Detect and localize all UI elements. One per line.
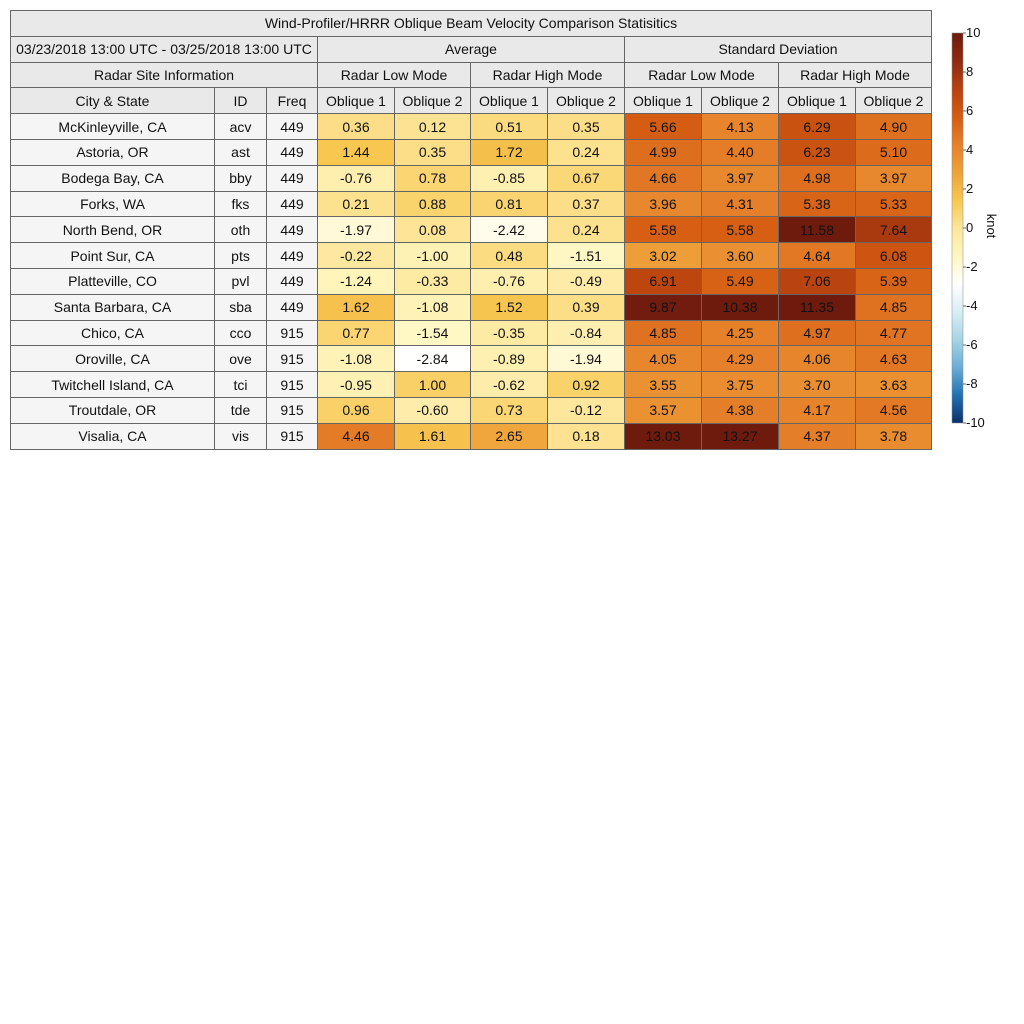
value-cell: 11.35 <box>779 294 856 320</box>
id-cell: ast <box>215 139 267 165</box>
value-cell: -1.94 <box>548 346 625 372</box>
value-cell: 9.87 <box>625 294 702 320</box>
value-cell: -0.12 <box>548 397 625 423</box>
value-cell: -1.97 <box>318 217 395 243</box>
value-cell: 0.18 <box>548 423 625 449</box>
value-cell: 13.03 <box>625 423 702 449</box>
mode-header-row <box>11 62 932 88</box>
table-row <box>11 268 932 294</box>
table-row <box>11 165 932 191</box>
value-cell: 4.40 <box>702 139 779 165</box>
id-cell: vis <box>215 423 267 449</box>
value-cell: -0.76 <box>318 165 395 191</box>
id-cell: acv <box>215 114 267 140</box>
table-row <box>11 191 932 217</box>
value-cell: 5.66 <box>625 114 702 140</box>
site-info-header: Radar Site Information <box>11 62 318 88</box>
value-cell: 0.36 <box>318 114 395 140</box>
id-cell: pts <box>215 243 267 269</box>
city-cell: North Bend, OR <box>11 217 215 243</box>
colorbar-tick-label: -10 <box>966 415 985 430</box>
column-header: City & State <box>11 88 215 114</box>
value-cell: 5.58 <box>625 217 702 243</box>
column-header: ID <box>215 88 267 114</box>
value-cell: 4.66 <box>625 165 702 191</box>
value-cell: -0.95 <box>318 372 395 398</box>
statistics-table <box>10 10 932 450</box>
city-cell: Twitchell Island, CA <box>11 372 215 398</box>
value-cell: -0.60 <box>395 397 471 423</box>
column-header: Oblique 1 <box>471 88 548 114</box>
value-cell: 4.29 <box>702 346 779 372</box>
title-row <box>11 11 932 37</box>
value-cell: 3.63 <box>856 372 932 398</box>
value-cell: 5.39 <box>856 268 932 294</box>
value-cell: 1.61 <box>395 423 471 449</box>
value-cell: 3.96 <box>625 191 702 217</box>
value-cell: -0.62 <box>471 372 548 398</box>
colorbar-tick-label: 4 <box>966 142 974 157</box>
mode-header: Radar High Mode <box>779 62 932 88</box>
city-cell: Point Sur, CA <box>11 243 215 269</box>
column-header: Oblique 1 <box>318 88 395 114</box>
column-header: Freq <box>267 88 318 114</box>
city-cell: Oroville, CA <box>11 346 215 372</box>
city-cell: Chico, CA <box>11 320 215 346</box>
value-cell: 5.49 <box>702 268 779 294</box>
value-cell: 4.63 <box>856 346 932 372</box>
date-range: 03/23/2018 13:00 UTC - 03/25/2018 13:00 UTC <box>11 36 318 62</box>
value-cell: 0.77 <box>318 320 395 346</box>
value-cell: -0.49 <box>548 268 625 294</box>
id-cell: tci <box>215 372 267 398</box>
value-cell: 0.24 <box>548 139 625 165</box>
value-cell: 3.55 <box>625 372 702 398</box>
value-cell: 0.92 <box>548 372 625 398</box>
id-cell: fks <box>215 191 267 217</box>
value-cell: 0.81 <box>471 191 548 217</box>
value-cell: 3.57 <box>625 397 702 423</box>
value-cell: 4.46 <box>318 423 395 449</box>
value-cell: 4.06 <box>779 346 856 372</box>
value-cell: 3.97 <box>856 165 932 191</box>
id-cell: oth <box>215 217 267 243</box>
table-row <box>11 346 932 372</box>
value-cell: 4.97 <box>779 320 856 346</box>
value-cell: 4.31 <box>702 191 779 217</box>
colorbar-tick-label: -4 <box>966 298 978 313</box>
colorbar-tick-label: 10 <box>966 25 981 40</box>
id-cell: pvl <box>215 268 267 294</box>
value-cell: 3.97 <box>702 165 779 191</box>
value-cell: 0.78 <box>395 165 471 191</box>
value-cell: -0.89 <box>471 346 548 372</box>
colorbar-tick-label: -8 <box>966 376 978 391</box>
value-cell: -0.35 <box>471 320 548 346</box>
value-cell: -0.22 <box>318 243 395 269</box>
mode-header: Radar Low Mode <box>625 62 779 88</box>
id-cell: bby <box>215 165 267 191</box>
colorbar-tick-label: 2 <box>966 181 974 196</box>
value-cell: 4.85 <box>856 294 932 320</box>
std-dev-header: Standard Deviation <box>625 36 932 62</box>
city-cell: Astoria, OR <box>11 139 215 165</box>
value-cell: 0.21 <box>318 191 395 217</box>
value-cell: 13.27 <box>702 423 779 449</box>
value-cell: -0.85 <box>471 165 548 191</box>
value-cell: -1.54 <box>395 320 471 346</box>
id-cell: cco <box>215 320 267 346</box>
value-cell: 1.52 <box>471 294 548 320</box>
city-cell: Visalia, CA <box>11 423 215 449</box>
value-cell: 4.17 <box>779 397 856 423</box>
value-cell: 0.39 <box>548 294 625 320</box>
city-cell: Troutdale, OR <box>11 397 215 423</box>
value-cell: 5.58 <box>702 217 779 243</box>
value-cell: 4.98 <box>779 165 856 191</box>
city-cell: Platteville, CO <box>11 268 215 294</box>
table-row <box>11 114 932 140</box>
freq-cell: 449 <box>267 139 318 165</box>
value-cell: -2.84 <box>395 346 471 372</box>
value-cell: 4.05 <box>625 346 702 372</box>
value-cell: 4.90 <box>856 114 932 140</box>
value-cell: 5.10 <box>856 139 932 165</box>
value-cell: 0.88 <box>395 191 471 217</box>
id-cell: sba <box>215 294 267 320</box>
id-cell: tde <box>215 397 267 423</box>
value-cell: 4.85 <box>625 320 702 346</box>
value-cell: 2.65 <box>471 423 548 449</box>
value-cell: 0.12 <box>395 114 471 140</box>
table-row <box>11 139 932 165</box>
group-header-row <box>11 36 932 62</box>
freq-cell: 449 <box>267 114 318 140</box>
value-cell: -0.33 <box>395 268 471 294</box>
colorbar-tick-label: 6 <box>966 103 974 118</box>
value-cell: 3.78 <box>856 423 932 449</box>
colorbar-gradient <box>952 33 963 423</box>
freq-cell: 915 <box>267 372 318 398</box>
value-cell: -0.84 <box>548 320 625 346</box>
column-header: Oblique 2 <box>395 88 471 114</box>
freq-cell: 915 <box>267 397 318 423</box>
freq-cell: 915 <box>267 320 318 346</box>
colorbar <box>940 25 1024 435</box>
value-cell: 0.48 <box>471 243 548 269</box>
value-cell: -2.42 <box>471 217 548 243</box>
value-cell: 7.64 <box>856 217 932 243</box>
freq-cell: 449 <box>267 191 318 217</box>
colorbar-tick-label: 0 <box>966 220 974 235</box>
column-header: Oblique 2 <box>702 88 779 114</box>
value-cell: 6.08 <box>856 243 932 269</box>
table-row <box>11 397 932 423</box>
value-cell: 4.13 <box>702 114 779 140</box>
freq-cell: 449 <box>267 165 318 191</box>
mode-header: Radar High Mode <box>471 62 625 88</box>
value-cell: 11.58 <box>779 217 856 243</box>
table-row <box>11 372 932 398</box>
city-cell: McKinleyville, CA <box>11 114 215 140</box>
value-cell: 1.44 <box>318 139 395 165</box>
value-cell: 0.51 <box>471 114 548 140</box>
colorbar-label: knot <box>984 213 999 239</box>
value-cell: 3.60 <box>702 243 779 269</box>
colorbar-tick-label: -6 <box>966 337 978 352</box>
freq-cell: 449 <box>267 268 318 294</box>
value-cell: 5.33 <box>856 191 932 217</box>
value-cell: -1.08 <box>395 294 471 320</box>
value-cell: 5.38 <box>779 191 856 217</box>
value-cell: 4.37 <box>779 423 856 449</box>
value-cell: 1.72 <box>471 139 548 165</box>
value-cell: 0.67 <box>548 165 625 191</box>
value-cell: 6.91 <box>625 268 702 294</box>
city-cell: Bodega Bay, CA <box>11 165 215 191</box>
value-cell: 6.23 <box>779 139 856 165</box>
column-header: Oblique 2 <box>856 88 932 114</box>
value-cell: 3.02 <box>625 243 702 269</box>
column-header: Oblique 2 <box>548 88 625 114</box>
value-cell: -1.51 <box>548 243 625 269</box>
value-cell: 4.56 <box>856 397 932 423</box>
value-cell: 7.06 <box>779 268 856 294</box>
colorbar-tick-label: 8 <box>966 64 974 79</box>
value-cell: 0.73 <box>471 397 548 423</box>
value-cell: 0.96 <box>318 397 395 423</box>
table-title: Wind-Profiler/HRRR Oblique Beam Velocity Comparison Statisitics <box>11 11 932 37</box>
freq-cell: 915 <box>267 346 318 372</box>
value-cell: -1.08 <box>318 346 395 372</box>
value-cell: -1.00 <box>395 243 471 269</box>
freq-cell: 915 <box>267 423 318 449</box>
column-header: Oblique 1 <box>625 88 702 114</box>
value-cell: 4.64 <box>779 243 856 269</box>
value-cell: 0.35 <box>395 139 471 165</box>
value-cell: 0.35 <box>548 114 625 140</box>
value-cell: -0.76 <box>471 268 548 294</box>
city-cell: Forks, WA <box>11 191 215 217</box>
value-cell: 3.70 <box>779 372 856 398</box>
column-header-row <box>11 88 932 114</box>
value-cell: 10.38 <box>702 294 779 320</box>
colorbar-tick-label: -2 <box>966 259 978 274</box>
table-row <box>11 423 932 449</box>
city-cell: Santa Barbara, CA <box>11 294 215 320</box>
column-header: Oblique 1 <box>779 88 856 114</box>
value-cell: 0.24 <box>548 217 625 243</box>
value-cell: 0.08 <box>395 217 471 243</box>
id-cell: ove <box>215 346 267 372</box>
value-cell: 6.29 <box>779 114 856 140</box>
table-row <box>11 217 932 243</box>
value-cell: 4.77 <box>856 320 932 346</box>
value-cell: 0.37 <box>548 191 625 217</box>
freq-cell: 449 <box>267 243 318 269</box>
mode-header: Radar Low Mode <box>318 62 471 88</box>
freq-cell: 449 <box>267 217 318 243</box>
freq-cell: 449 <box>267 294 318 320</box>
average-header: Average <box>318 36 625 62</box>
table-row <box>11 294 932 320</box>
value-cell: 3.75 <box>702 372 779 398</box>
value-cell: -1.24 <box>318 268 395 294</box>
value-cell: 4.99 <box>625 139 702 165</box>
value-cell: 4.25 <box>702 320 779 346</box>
table-row <box>11 320 932 346</box>
value-cell: 1.62 <box>318 294 395 320</box>
table-row <box>11 243 932 269</box>
value-cell: 1.00 <box>395 372 471 398</box>
value-cell: 4.38 <box>702 397 779 423</box>
